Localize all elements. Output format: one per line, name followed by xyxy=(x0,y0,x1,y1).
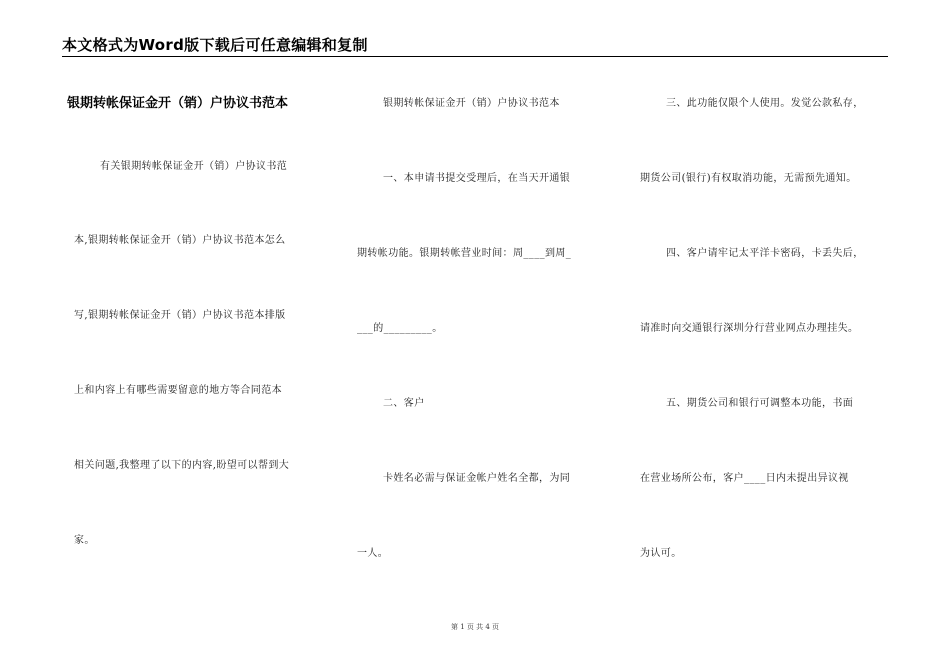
column-2 xyxy=(357,0,607,672)
paragraph-line: 一人。 xyxy=(357,548,389,559)
paragraph-line: 期转帐功能。银期转帐营业时间：周____到周_ xyxy=(357,248,572,259)
paragraph-line: 为认可。 xyxy=(640,548,682,559)
paragraph-line: 卡姓名必需与保证金帐户姓名全都，为同 xyxy=(383,473,571,484)
document-title: 银期转帐保证金开（销）户协议书范本 xyxy=(67,96,289,111)
paragraph-line: 四、客户请牢记太平洋卡密码，卡丢失后， xyxy=(666,248,864,259)
paragraph-line: 请准时向交通银行深圳分行营业网点办理挂失。 xyxy=(640,323,859,334)
paragraph-line: 银期转帐保证金开（销）户协议书范本 xyxy=(383,98,560,109)
paragraph-line: 三、此功能仅限个人使用。发觉公款私存， xyxy=(666,98,864,109)
paragraph-line: ___的_________。 xyxy=(357,323,443,334)
paragraph-line: 相关问题,我整理了以下的内容,盼望可以帮到大 xyxy=(74,460,290,471)
paragraph-line: 上和内容上有哪些需要留意的地方等合同范本 xyxy=(74,385,282,396)
paragraph-line: 有关银期转帐保证金开（销）户协议书范 xyxy=(100,161,288,172)
document-banner: 本文格式为Word版下载后可任意编辑和复制 xyxy=(62,36,368,54)
column-3 xyxy=(640,0,890,672)
page-number: 第 1 页 共 4 页 xyxy=(450,623,500,631)
paragraph-line: 期货公司(银行)有权取消功能，无需预先通知。 xyxy=(640,173,857,184)
paragraph-line: 本,银期转帐保证金开（销）户协议书范本怎么 xyxy=(74,235,286,246)
paragraph-line: 在营业场所公布，客户____日内未提出异议视 xyxy=(640,473,849,484)
paragraph-line: 家。 xyxy=(74,535,95,546)
column-1 xyxy=(62,0,330,672)
paragraph-line: 二、客户 xyxy=(383,398,425,409)
paragraph-line: 五、期货公司和银行可调整本功能，书面 xyxy=(666,398,854,409)
paragraph-line: 一、本申请书提交受理后，在当天开通银 xyxy=(383,173,571,184)
paragraph-line: 写,银期转帐保证金开（销）户协议书范本排版 xyxy=(74,310,286,321)
